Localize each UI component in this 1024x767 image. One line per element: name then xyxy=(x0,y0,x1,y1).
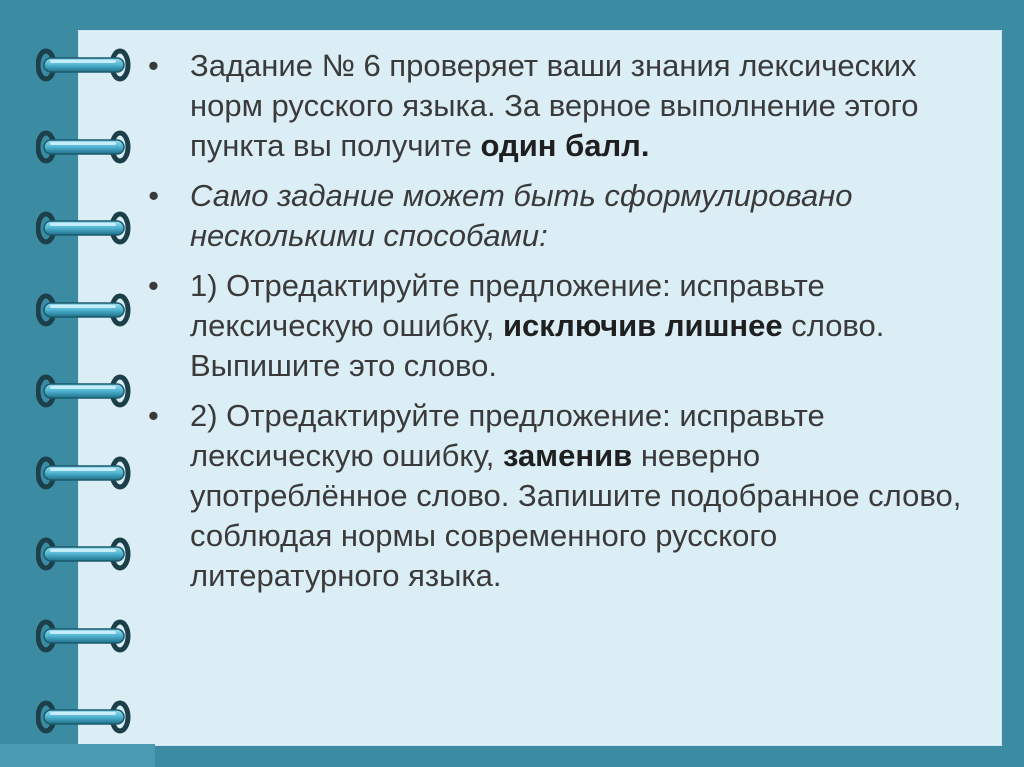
bold-text-run: исключив лишнее xyxy=(502,308,783,343)
bold-text-run: один балл. xyxy=(480,128,650,163)
spiral-ring-icon xyxy=(36,700,134,734)
text-run: Задание № 6 проверяет ваши знания лексических норм русского языка. За верное выполнение этого пункта вы получите xyxy=(190,48,919,163)
spiral-ring-icon xyxy=(36,293,134,327)
bullet-mark: • xyxy=(148,398,159,433)
spiral-ring-icon xyxy=(36,456,134,490)
text-run: 1) Отредактируйте предложение: исправьте лексическую ошибку, xyxy=(190,268,825,343)
spiral-ring-icon xyxy=(36,619,134,653)
bullet-mark: • xyxy=(148,48,159,83)
bullet-item-2 xyxy=(148,176,978,256)
bullet-item-4 xyxy=(148,396,978,596)
bullet-list xyxy=(148,46,978,596)
spiral-ring-icon xyxy=(36,48,134,82)
spiral-ring-icon xyxy=(36,537,134,571)
slide-content xyxy=(148,46,978,606)
bullet-text: Само задание может быть сформулировано несколькими способами: xyxy=(190,178,853,253)
spiral-ring-icon xyxy=(36,130,134,164)
bullet-item-3 xyxy=(148,266,978,386)
bullet-text xyxy=(190,268,884,383)
bold-text-run: заменив xyxy=(502,438,633,473)
text-run: слово. Выпишите это слово. xyxy=(190,308,885,383)
text-run: неверно употреблённое слово. Запишите подобранное слово, соблюдая нормы современного русского литературного языка. xyxy=(190,438,962,593)
text-run: 2) Отредактируйте предложение: исправьте лексическую ошибку, xyxy=(190,398,825,473)
bullet-text xyxy=(190,48,919,163)
bullet-item-1 xyxy=(148,46,978,166)
spiral-ring-icon xyxy=(36,211,134,245)
spiral-ring-icon xyxy=(36,374,134,408)
bullet-text xyxy=(190,398,961,593)
bullet-mark: • xyxy=(148,268,159,303)
bullet-mark: • xyxy=(148,178,159,213)
spiral-binding xyxy=(0,0,160,767)
